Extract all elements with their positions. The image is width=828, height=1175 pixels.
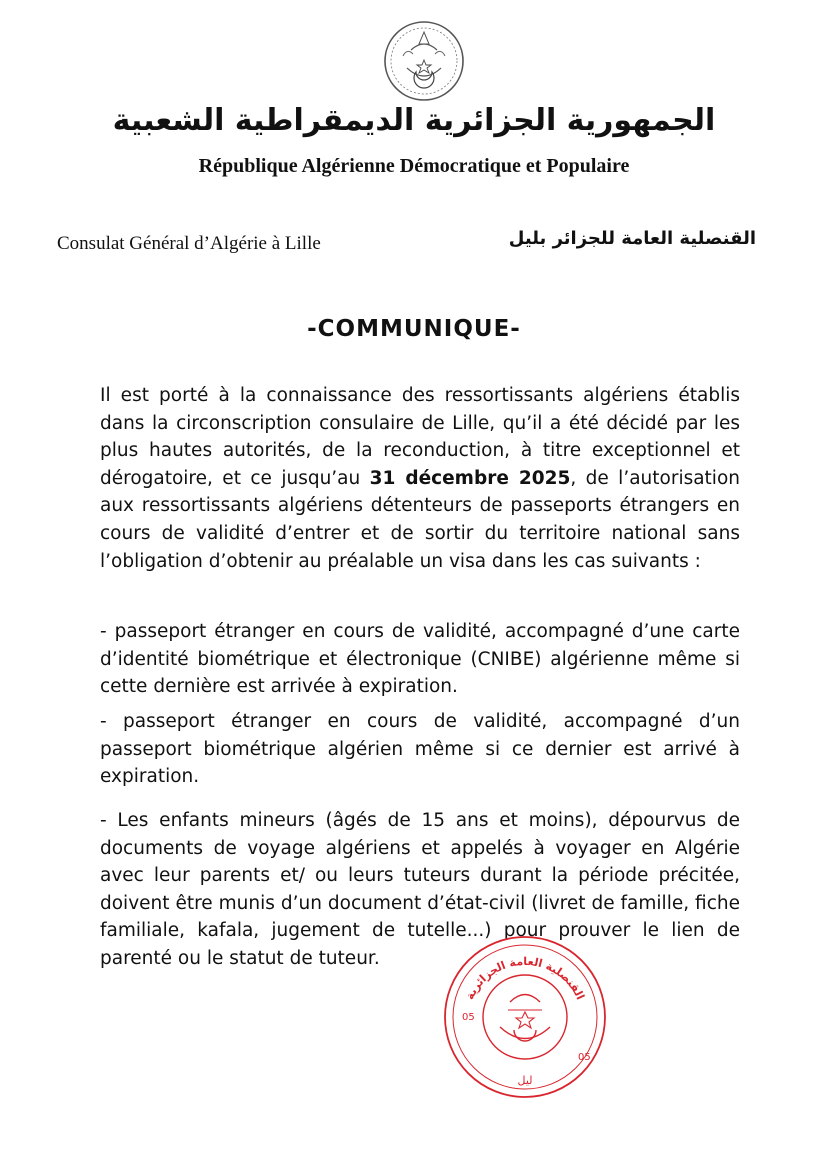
consulate-name-french: Consulat Général d’Algérie à Lille [57,233,321,254]
condition-item-minors: - Les enfants mineurs (âgés de 15 ans et moins), dépourvus de documents de voyage algériens et appelés à voyager en Algérie avec leur parents et/ ou leurs tuteurs durant la période précitée, doivent être munis d’un document d’état-civil (livret de famille, fiche familiale, kafala, jugement de tutelle...) pour prouver le lien de parenté ou le statut de tuteur. [100,810,740,969]
algeria-emblem-icon [383,20,465,102]
arabic-country-title: الجمهورية الجزائرية الديمقراطية الشعبية [112,103,716,138]
condition-item-passport: - passeport étranger en cours de validité, accompagné d’un passeport biométrique algérien même si ce dernier est arrivé à expiration. [100,711,740,788]
intro-text-part-1: Il est porté à la connaissance des ressortissants algériens établis dans la circonscription consulaire de Lille, qu’il a été décidé par les plus hautes autorités, de la reconduction, à titre exceptionnel et dérogatoire, et ce jusqu’au [100,385,740,489]
seal-number-left: 05 [462,1012,475,1023]
french-country-title: République Algérienne Démocratique et Populaire [198,155,630,177]
deadline-date: 31 décembre 2025 [369,467,571,489]
communique-heading: -COMMUNIQUE- [307,316,521,342]
seal-city-text: ليل [517,1074,533,1087]
seal-arc-text: القنصلية العامة الجزائرية [463,954,587,1002]
intro-paragraph [100,382,740,575]
consulate-name-arabic: القنصلية العامة للجزائر بليل [508,228,756,249]
seal-number-right: 05 [578,1052,591,1063]
condition-item-cnibe: - passeport étranger en cours de validité, accompagné d’une carte d’identité biométrique et électronique (CNIBE) algérienne même si cette dernière est arrivée à expiration. [100,621,740,698]
intro-text-part-2: , de l’autorisation aux ressortissants algériens détenteurs de passeports étrangers en cours de validité d’entrer et de sortir du territoire national sans l’obligation d’obtenir au préalable un visa dans les cas suivants : [100,467,740,572]
consulate-seal-icon [440,932,610,1102]
